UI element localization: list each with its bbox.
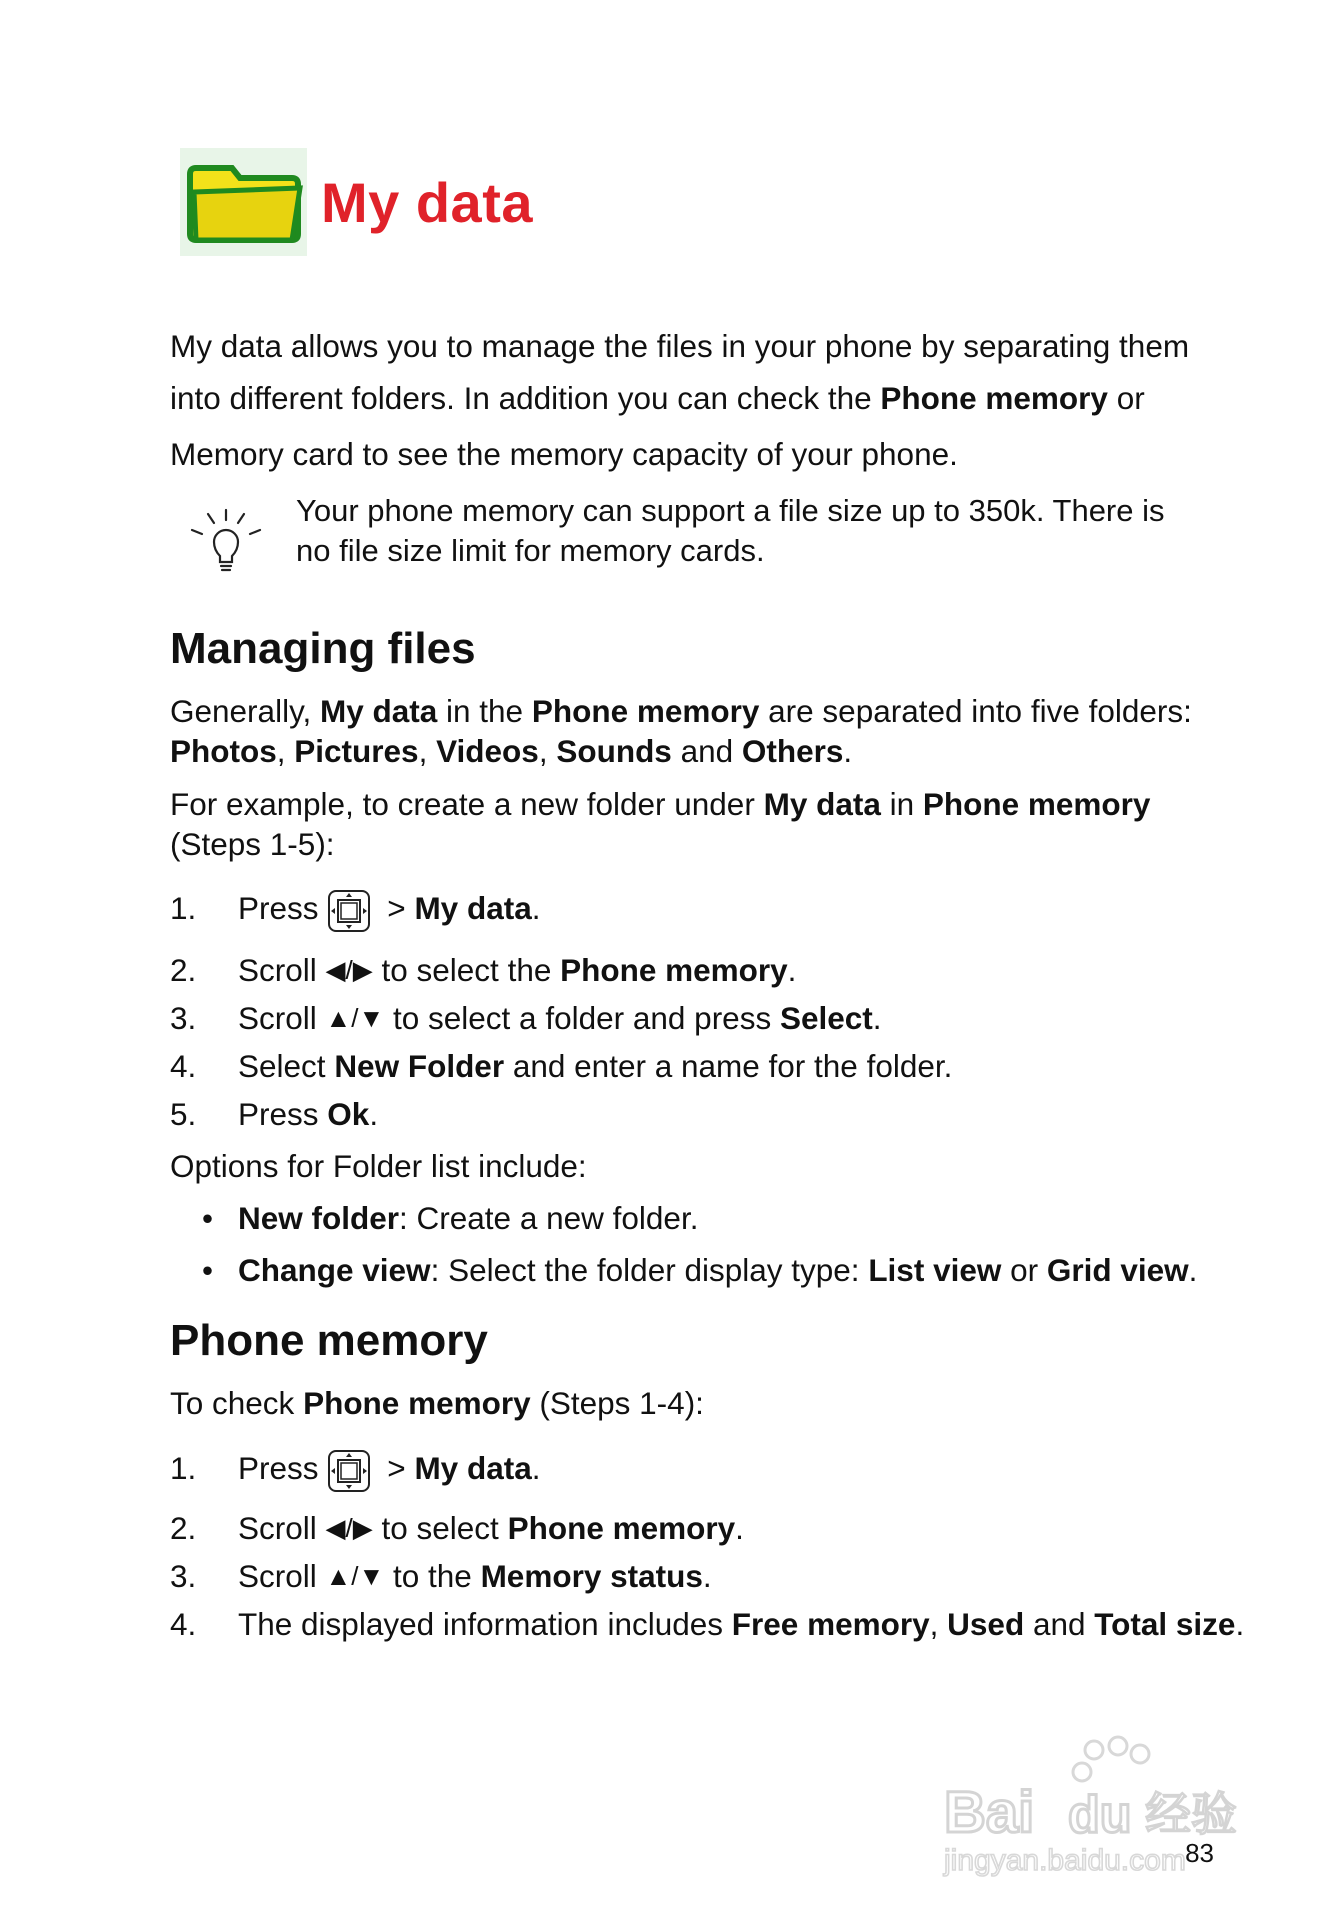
tip-line-2: no file size limit for memory cards. — [296, 533, 765, 568]
list-item: • Change view: Select the folder display type: List view or Grid view. — [202, 1252, 1198, 1288]
list-item: 5. Press Ok. — [170, 1096, 379, 1132]
title-block — [180, 148, 533, 256]
list-item: 4. The displayed information includes Free memory, Used and Total size. — [170, 1606, 1245, 1642]
list-item: 3. Scroll ▲/▼ to the Memory status. — [170, 1558, 712, 1594]
list-item: 1. Press > My data. — [170, 888, 540, 933]
page-title: My data — [321, 170, 533, 234]
menu-key-icon — [327, 1449, 371, 1493]
folder-icon — [180, 148, 307, 256]
tip-line-1: Your phone memory can support a file size up to 350k. There is — [296, 493, 1165, 528]
list-item: 3. Scroll ▲/▼ to select a folder and press Select. — [170, 1000, 882, 1036]
left-right-arrow-icon: ◀/▶ — [325, 955, 373, 985]
section-heading-phone-memory: Phone memory — [170, 1316, 488, 1365]
list-item: 2. Scroll ◀/▶ to select Phone memory. — [170, 1510, 744, 1546]
managing-paragraph-line-1: Generally, My data in the Phone memory are separated into five folders: — [170, 693, 1192, 729]
svg-text:经验: 经验 — [1145, 1787, 1237, 1841]
options-intro: Options for Folder list include: — [170, 1148, 587, 1184]
list-item: • New folder: Create a new folder. — [202, 1200, 699, 1236]
list-item: 4. Select New Folder and enter a name for the folder. — [170, 1048, 953, 1084]
example-line-1: For example, to create a new folder under My data in Phone memory — [170, 786, 1151, 822]
example-line-2: (Steps 1-5): — [170, 826, 335, 862]
list-item: 1. Press > My data. — [170, 1448, 540, 1493]
svg-text:du: du — [1068, 1786, 1132, 1844]
up-down-arrow-icon: ▲/▼ — [325, 1561, 385, 1591]
up-down-arrow-icon: ▲/▼ — [325, 1003, 385, 1033]
intro-line-1: My data allows you to manage the files in your phone by separating them — [170, 328, 1190, 364]
intro-line-3: Memory card to see the memory capacity of your phone. — [170, 436, 958, 472]
lightbulb-icon — [188, 508, 264, 578]
page-number: 83 — [1185, 1838, 1214, 1868]
menu-key-icon — [327, 889, 371, 933]
managing-paragraph-line-2: Photos, Pictures, Videos, Sounds and Others. — [170, 733, 853, 769]
intro-line-2: into different folders. In addition you can check the Phone memory or — [170, 380, 1145, 416]
svg-text:jingyan.baidu.com: jingyan.baidu.com — [944, 1844, 1186, 1877]
left-right-arrow-icon: ◀/▶ — [325, 1513, 373, 1543]
svg-text:Bai: Bai — [944, 1780, 1035, 1845]
list-item: 2. Scroll ◀/▶ to select the Phone memory. — [170, 952, 797, 988]
section-heading-managing-files: Managing files — [170, 624, 476, 673]
phone-memory-intro: To check Phone memory (Steps 1-4): — [170, 1385, 704, 1421]
